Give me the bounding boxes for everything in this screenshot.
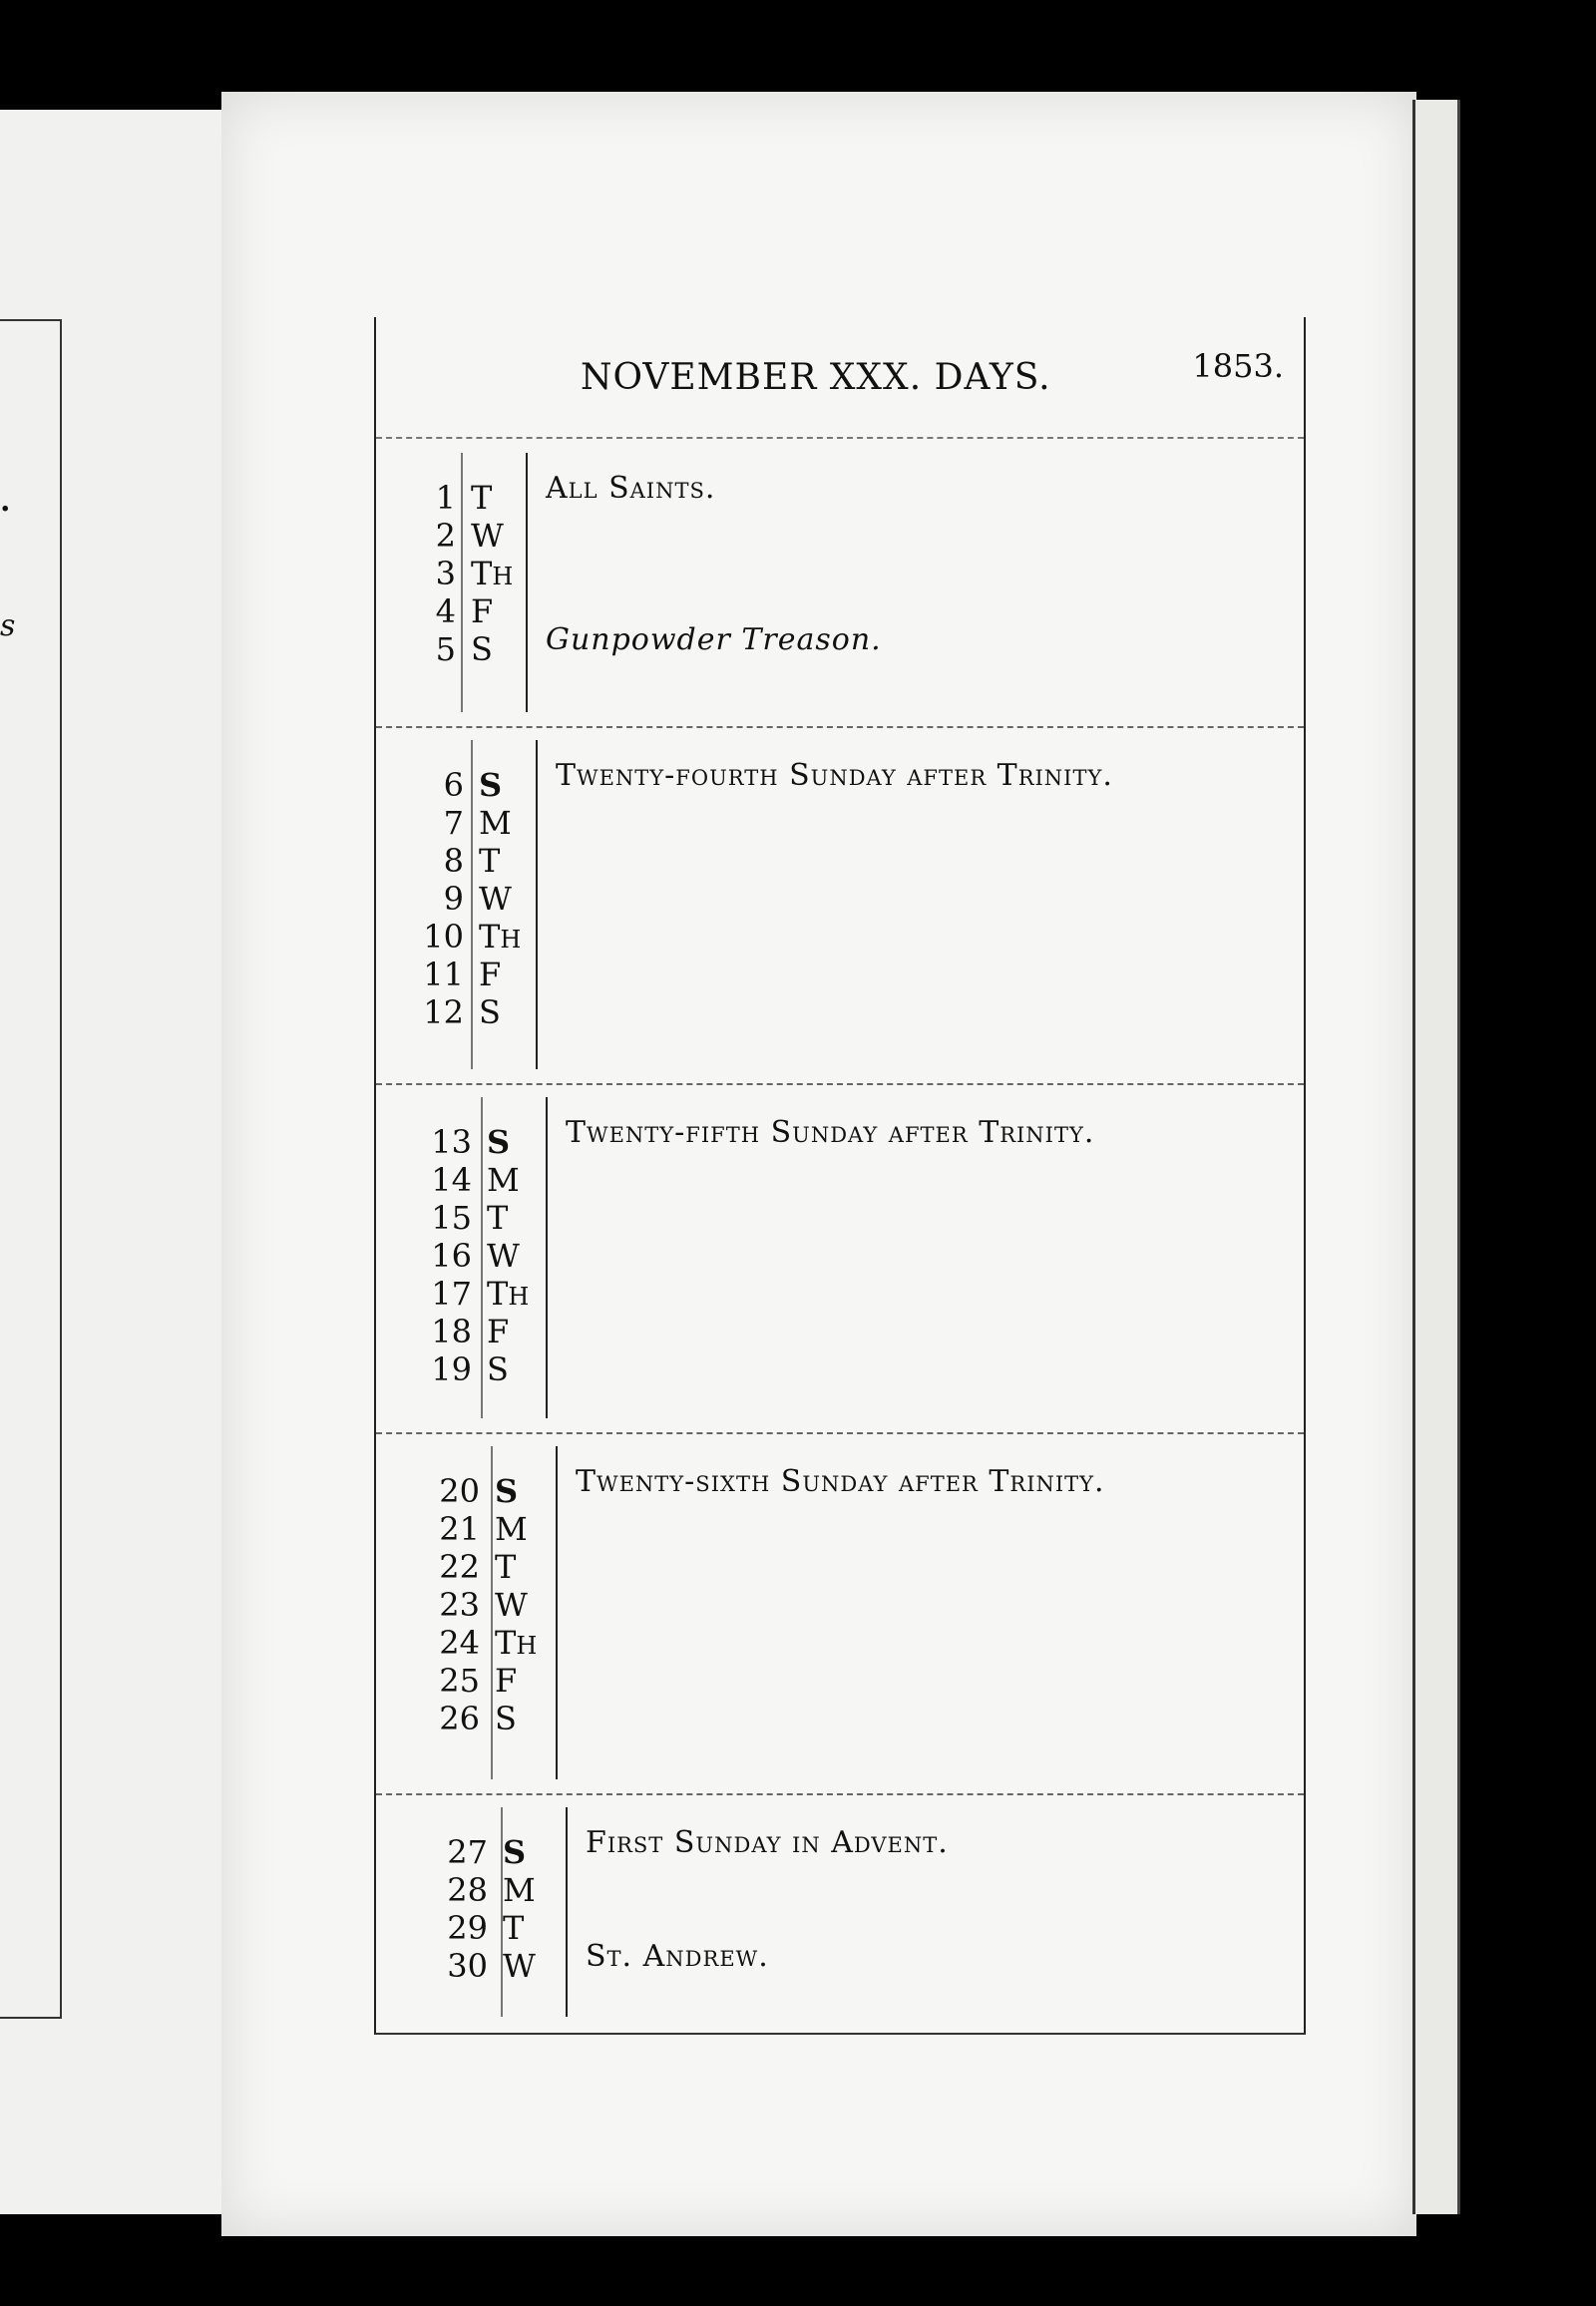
weekday-abbreviation: W [479, 880, 512, 918]
day-number: 2 [435, 517, 456, 555]
week-block [376, 1432, 1304, 1795]
column-divider [501, 1807, 503, 2017]
column-divider [491, 1446, 493, 1779]
day-number: 7 [443, 804, 464, 842]
weekday-abbreviation: F [479, 956, 502, 993]
page-edge [1412, 100, 1460, 2214]
day-number: 8 [443, 842, 464, 880]
weekday-abbreviation: TH [471, 555, 514, 592]
week-block [376, 439, 1304, 728]
weekday-abbreviation: S [471, 630, 493, 668]
week-block [376, 726, 1304, 1085]
weekday-abbreviation: T [471, 479, 493, 517]
left-page [0, 110, 237, 2214]
day-number: 24 [439, 1624, 480, 1662]
weekday-abbreviation: S [479, 766, 503, 804]
weekday-abbreviation: T [495, 1548, 517, 1586]
weekday-abbreviation: TH [495, 1624, 538, 1662]
week-block [376, 1793, 1304, 2031]
month-title: NOVEMBER XXX. DAYS. [581, 357, 1051, 398]
year-label: 1853. [1192, 347, 1284, 385]
weekday-abbreviation: T [479, 842, 501, 880]
column-divider [536, 740, 538, 1069]
column-divider [566, 1807, 568, 2017]
day-note: Twenty-sixth Sunday after Trinity. [576, 1464, 1105, 1499]
day-number: 28 [447, 1871, 488, 1909]
day-number: 23 [439, 1586, 480, 1624]
weekday-abbreviation: S [495, 1472, 519, 1510]
calendar-table [374, 317, 1306, 2035]
column-divider [471, 740, 473, 1069]
weekday-abbreviation: S [503, 1833, 527, 1871]
day-note: Gunpowder Treason. [546, 622, 882, 657]
weekday-abbreviation: W [471, 517, 504, 555]
day-note: Twenty-fifth Sunday after Trinity. [566, 1115, 1095, 1150]
weekday-abbreviation: W [495, 1586, 528, 1624]
day-number: 10 [423, 918, 464, 956]
weekday-abbreviation: M [495, 1510, 528, 1548]
weekday-abbreviation: M [479, 804, 512, 842]
left-page-frame [0, 319, 62, 2019]
day-number: 17 [431, 1275, 472, 1313]
weekday-abbreviation: T [503, 1909, 525, 1947]
column-divider [556, 1446, 558, 1779]
column-divider [526, 453, 528, 712]
day-number: 12 [423, 993, 464, 1031]
day-number: 20 [439, 1472, 480, 1510]
weekday-abbreviation: S [487, 1350, 509, 1388]
weekday-abbreviation: T [487, 1199, 509, 1237]
weekday-abbreviation: M [503, 1871, 536, 1909]
day-number: 18 [431, 1313, 472, 1350]
column-divider [546, 1097, 548, 1418]
weekday-abbreviation: F [495, 1662, 518, 1700]
weekday-abbreviation: S [495, 1700, 517, 1737]
day-note: First Sunday in Advent. [586, 1825, 949, 1860]
weekday-abbreviation: F [471, 592, 494, 630]
day-number: 9 [443, 880, 464, 918]
weekday-abbreviation: S [479, 993, 501, 1031]
weekday-abbreviation: W [487, 1237, 520, 1275]
column-divider [461, 453, 463, 712]
day-number: 4 [435, 592, 456, 630]
weekday-abbreviation: M [487, 1161, 520, 1199]
weekday-abbreviation: F [487, 1313, 510, 1350]
day-number: 11 [423, 956, 464, 993]
day-number: 22 [439, 1548, 480, 1586]
day-number: 3 [435, 555, 456, 592]
day-note: St. Andrew. [586, 1939, 769, 1974]
column-divider [481, 1097, 483, 1418]
day-number: 26 [439, 1700, 480, 1737]
calendar-header [376, 317, 1304, 439]
day-number: 27 [447, 1833, 488, 1871]
day-number: 19 [431, 1350, 472, 1388]
day-number: 21 [439, 1510, 480, 1548]
week-block [376, 1083, 1304, 1434]
day-note: Twenty-fourth Sunday after Trinity. [556, 758, 1113, 793]
day-number: 16 [431, 1237, 472, 1275]
day-number: 25 [439, 1662, 480, 1700]
left-page-fragment: s [0, 608, 16, 643]
day-number: 15 [431, 1199, 472, 1237]
day-number: 29 [447, 1909, 488, 1947]
weekday-abbreviation: TH [487, 1275, 530, 1313]
day-number: 14 [431, 1161, 472, 1199]
weekday-abbreviation: TH [479, 918, 522, 956]
weekday-abbreviation: W [503, 1947, 536, 1985]
day-number: 30 [447, 1947, 488, 1985]
day-note: All Saints. [546, 471, 716, 506]
weekday-abbreviation: S [487, 1123, 511, 1161]
day-number: 5 [435, 630, 456, 668]
day-number: 13 [431, 1123, 472, 1161]
day-number: 6 [443, 766, 464, 804]
day-number: 1 [435, 479, 456, 517]
left-page-fragment: . [0, 484, 11, 519]
